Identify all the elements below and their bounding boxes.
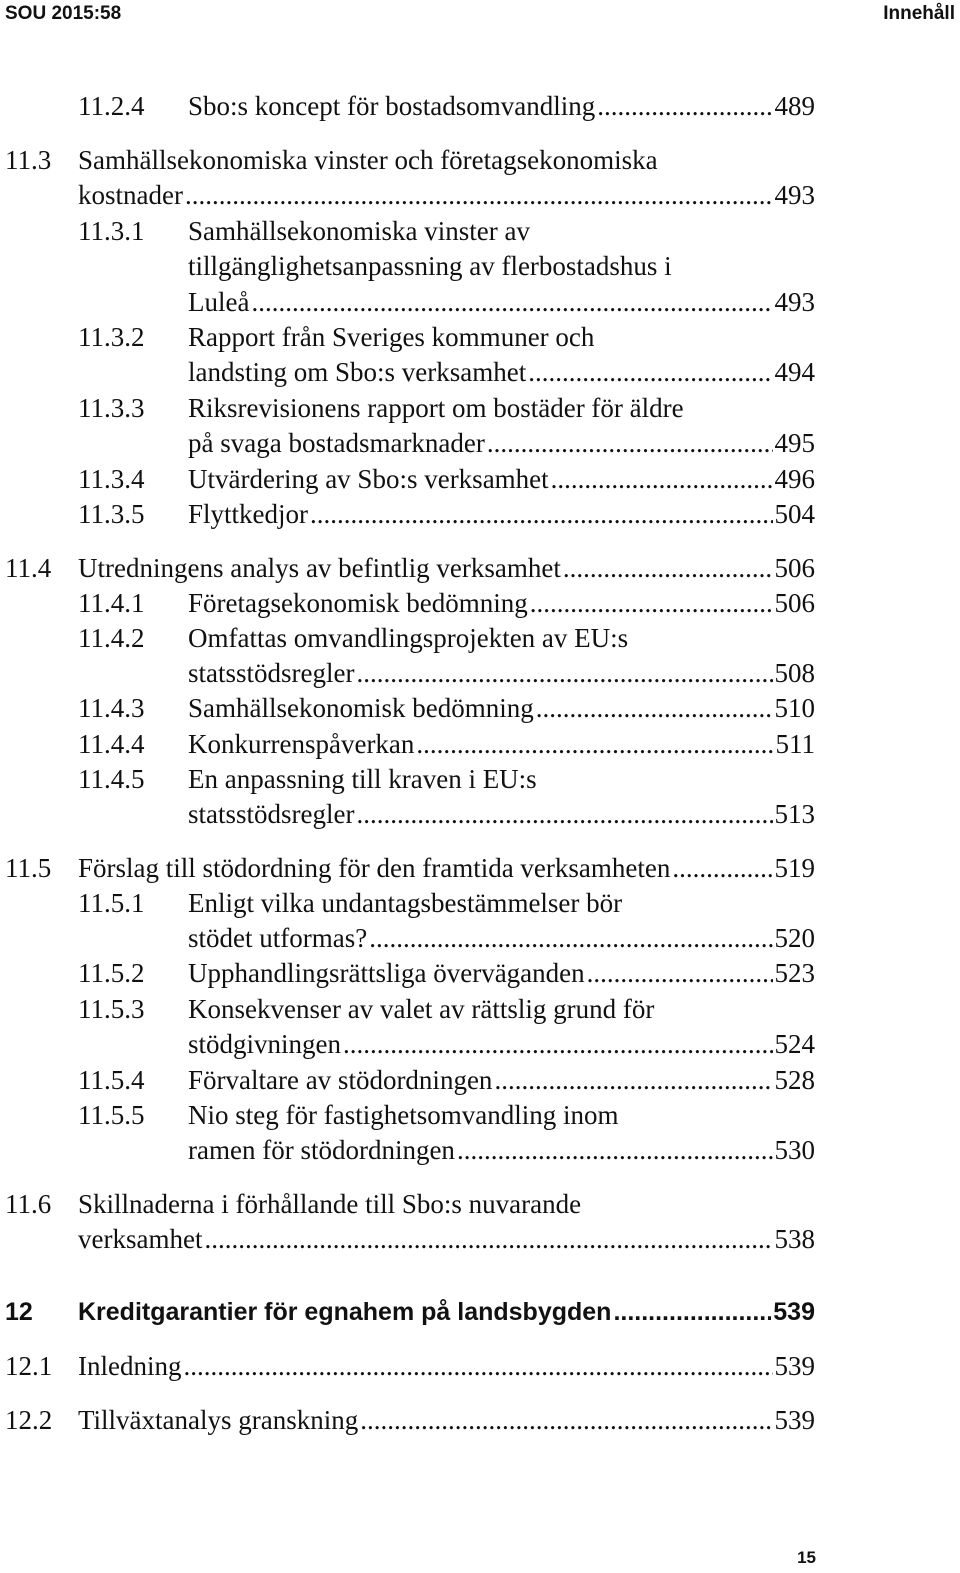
- toc-entry-title-wrap: [78, 142, 815, 178]
- toc-entry-link: [188, 955, 815, 991]
- toc-entry-line[interactable]: [78, 1402, 815, 1438]
- toc-page-number: 511: [775, 729, 815, 759]
- toc-leader-dots: [536, 690, 773, 726]
- toc-leader-dots: [613, 1294, 771, 1330]
- toc-entry-line[interactable]: [78, 850, 815, 886]
- toc-entry-line[interactable]: [78, 1186, 815, 1222]
- toc-number: 11.4.5: [78, 764, 145, 794]
- toc-number: 11.5.3: [78, 994, 145, 1024]
- toc-entry-line[interactable]: [188, 955, 815, 991]
- toc-title: Samhällsekonomisk bedömning: [188, 693, 534, 723]
- toc-entry-link: [188, 461, 815, 497]
- toc-entry-line[interactable]: [188, 248, 815, 284]
- toc-title: Konsekvenser av valet av rättslig grund för: [188, 994, 655, 1024]
- toc-title: Flyttkedjor: [188, 499, 308, 529]
- toc-entry-line[interactable]: [188, 213, 815, 249]
- toc-page-number: 530: [774, 1135, 815, 1166]
- toc-entry-link: [78, 1348, 815, 1384]
- toc-leader-dots: [551, 461, 773, 497]
- toc-entry-number: [78, 620, 188, 656]
- toc-title: stödgivningen: [188, 1029, 341, 1060]
- toc-page-number: 523: [774, 958, 815, 988]
- toc-entry-line[interactable]: [188, 991, 815, 1027]
- toc-leader-dots: [310, 496, 773, 532]
- toc-number: 11.5.2: [78, 958, 145, 988]
- toc-entry-line[interactable]: [188, 496, 815, 532]
- toc-page-number: 528: [774, 1065, 815, 1095]
- toc-title: Konkurrenspåverkan: [188, 729, 415, 759]
- toc-entry-number: [5, 1186, 78, 1222]
- toc-title: verksamhet: [78, 1224, 203, 1255]
- toc-entry-line[interactable]: [188, 1062, 815, 1098]
- toc-leader-dots: [457, 1132, 773, 1168]
- toc-entry-link: [78, 1402, 815, 1438]
- toc-entry-link: [78, 177, 815, 213]
- toc-title: Förslag till stödordning för den framtida verksamheten: [78, 853, 671, 883]
- toc-title: Inledning: [78, 1351, 182, 1381]
- toc-title: Enligt vilka undantagsbestämmelser bör: [188, 888, 623, 918]
- toc-entry-number: [78, 390, 188, 426]
- toc-entry-title-wrap: [78, 1186, 815, 1222]
- toc-entry-number: [78, 885, 188, 921]
- toc-page-number: 539: [774, 1351, 815, 1381]
- toc-entry-link: [188, 1026, 815, 1062]
- toc-page-number: 506: [774, 553, 815, 583]
- toc-leader-dots: [356, 655, 772, 691]
- toc-leader-dots: [563, 550, 773, 586]
- running-header-report-id: SOU 2015:58: [5, 3, 122, 24]
- toc-title: kostnader: [78, 180, 183, 211]
- toc-leader-dots: [487, 425, 773, 461]
- toc-leader-dots: [528, 354, 772, 390]
- toc-page-number: 494: [774, 357, 815, 388]
- toc-leader-dots: [356, 796, 772, 832]
- toc-entry-title-wrap: [188, 620, 815, 656]
- toc-leader-dots: [251, 284, 772, 320]
- page-number: 15: [797, 1548, 816, 1567]
- toc-entry-number: [5, 1348, 78, 1384]
- toc-number: 12.1: [5, 1351, 53, 1381]
- toc-leader-dots: [369, 920, 772, 956]
- toc-page-number: 510: [774, 693, 815, 723]
- toc-entry-number: [78, 319, 188, 355]
- toc-entry-line[interactable]: [188, 920, 815, 956]
- toc-entry-line[interactable]: [188, 726, 815, 762]
- toc-title: Utredningens analys av befintlig verksamhet: [78, 553, 561, 583]
- toc-page-number: 539: [773, 1298, 815, 1326]
- toc-entry-number: [78, 88, 188, 124]
- toc-entry-link: [188, 425, 815, 461]
- toc-entry-link: [78, 1221, 815, 1257]
- toc-entry-line[interactable]: [188, 585, 815, 621]
- toc-entry-number: [78, 213, 188, 249]
- toc-number: 11.4.1: [78, 588, 145, 618]
- toc-entry-link: [188, 690, 815, 726]
- toc-leader-dots: [416, 726, 773, 762]
- toc-title: Utvärdering av Sbo:s verksamhet: [188, 464, 549, 494]
- toc-entry-title-wrap: [188, 991, 815, 1027]
- toc-entry-number: [78, 955, 188, 991]
- toc-title: En anpassning till kraven i EU:s: [188, 764, 537, 794]
- toc-leader-dots: [204, 1221, 772, 1257]
- toc-entry-line[interactable]: [188, 690, 815, 726]
- toc-entry-line[interactable]: [188, 1132, 815, 1168]
- toc-entry-line[interactable]: [188, 796, 815, 832]
- toc-entry-number: [5, 850, 78, 886]
- toc-title: Upphandlingsrättsliga överväganden: [188, 958, 585, 988]
- toc-entry-number: [78, 991, 188, 1027]
- toc-entry-title-wrap: [188, 213, 815, 249]
- toc-number: 11.4.2: [78, 623, 145, 653]
- toc-leader-dots: [530, 585, 773, 621]
- toc-title: Företagsekonomisk bedömning: [188, 588, 528, 618]
- toc-page-number: 493: [774, 286, 815, 317]
- toc-title: statsstödsregler: [188, 799, 355, 830]
- toc-entry-number: [5, 142, 78, 178]
- toc-entry-line[interactable]: [188, 1097, 815, 1133]
- toc-title: stödet utformas?: [188, 923, 368, 954]
- toc-title: Tillväxtanalys granskning: [78, 1405, 359, 1435]
- toc-entry-link: [188, 354, 815, 390]
- running-header-section: Innehåll: [883, 3, 955, 24]
- toc-page-number: 496: [774, 464, 815, 494]
- toc-entry-line[interactable]: [78, 142, 815, 178]
- toc-entry-number: [78, 761, 188, 797]
- toc-title: landsting om Sbo:s verksamhet: [188, 357, 527, 388]
- toc-title: Omfattas omvandlingsprojekten av EU:s: [188, 623, 629, 653]
- toc-number: 12.2: [5, 1405, 53, 1435]
- toc-entry-number: [78, 690, 188, 726]
- toc-entry-title-wrap: [188, 319, 815, 355]
- toc-page-number: 506: [774, 588, 815, 618]
- toc-page-number: 519: [774, 853, 815, 883]
- toc-entry-number: [78, 585, 188, 621]
- toc-entry-title-wrap: [188, 1097, 815, 1133]
- toc-number: 11.4.4: [78, 729, 145, 759]
- toc-leader-dots: [183, 1348, 772, 1384]
- toc-entry-link: [188, 726, 815, 762]
- toc-leader-dots: [494, 1062, 772, 1098]
- toc-title: Sbo:s koncept för bostadsomvandling: [188, 91, 596, 121]
- toc-entry-number: [78, 1097, 188, 1133]
- toc-title: Samhällsekonomiska vinster av: [188, 216, 530, 246]
- toc-page-number: 524: [774, 1029, 815, 1060]
- toc-entry-line[interactable]: [188, 284, 815, 320]
- toc-title: Riksrevisionens rapport om bostäder för äldre: [188, 393, 684, 423]
- toc-entry-line[interactable]: [188, 425, 815, 461]
- toc-number: 11.3.3: [78, 393, 145, 423]
- toc-number: 11.5.4: [78, 1065, 145, 1095]
- toc-entry-number: [78, 726, 188, 762]
- toc-entry-title-wrap: [188, 761, 815, 797]
- toc-entry-line[interactable]: [78, 177, 815, 213]
- toc-number: 11.3.5: [78, 499, 145, 529]
- toc-entry-line[interactable]: [188, 390, 815, 426]
- toc-entry-link: [188, 920, 815, 956]
- toc-entry-title-wrap: [188, 885, 815, 921]
- toc-entry-line[interactable]: [188, 1026, 815, 1062]
- toc-number: 11.2.4: [78, 91, 145, 121]
- toc-entry-line[interactable]: [188, 319, 815, 355]
- toc-entry-link: [188, 1132, 815, 1168]
- toc-entry-line[interactable]: [188, 88, 815, 124]
- toc-entry-line[interactable]: [188, 354, 815, 390]
- toc-page-number: 508: [774, 658, 815, 689]
- toc-page-number: 493: [774, 180, 815, 211]
- toc-page-number: 489: [774, 91, 815, 121]
- toc-entry-link: [188, 585, 815, 621]
- toc-leader-dots: [185, 177, 773, 213]
- toc-leader-dots: [597, 88, 772, 124]
- toc-entry-link: [78, 550, 815, 586]
- toc-entry-number: [5, 1294, 78, 1330]
- toc-page-number: 495: [774, 428, 815, 459]
- toc-number: 11.3.4: [78, 464, 145, 494]
- toc-title: på svaga bostadsmarknader: [188, 428, 485, 459]
- toc-number: 11.5.1: [78, 888, 145, 918]
- toc-entry-line[interactable]: [188, 761, 815, 797]
- toc-entry-line[interactable]: [78, 1294, 815, 1330]
- toc-title: Skillnaderna i förhållande till Sbo:s nuvarande: [78, 1189, 582, 1219]
- toc-page-number: 539: [774, 1405, 815, 1435]
- toc-number: 11.4.3: [78, 693, 145, 723]
- toc-entry-number: [5, 1402, 78, 1438]
- toc-leader-dots: [343, 1026, 773, 1062]
- toc-number: 11.3: [5, 145, 52, 175]
- toc-title: Luleå: [188, 286, 250, 317]
- toc-number: 11.4: [5, 553, 52, 583]
- toc-entry-line[interactable]: [78, 1348, 815, 1384]
- toc-entry-number: [78, 1062, 188, 1098]
- toc-leader-dots: [672, 850, 772, 886]
- toc-number: 11.3.1: [78, 216, 145, 246]
- toc-entry-line[interactable]: [188, 461, 815, 497]
- toc-leader-dots: [587, 955, 773, 991]
- toc-number: 12: [5, 1298, 33, 1326]
- toc-title: ramen för stödordningen: [188, 1135, 455, 1166]
- toc-entry-link: [188, 796, 815, 832]
- toc-page-number: 538: [774, 1224, 815, 1255]
- toc-entry-number: [78, 496, 188, 532]
- toc-entry-line[interactable]: [78, 550, 815, 586]
- toc-entry-link: [188, 284, 815, 320]
- toc-title: Kreditgarantier för egnahem på landsbygden: [78, 1298, 612, 1326]
- toc-page-number: 513: [774, 799, 815, 830]
- toc-page-number: 520: [774, 923, 815, 954]
- toc-leader-dots: [360, 1402, 772, 1438]
- toc-number: 11.3.2: [78, 322, 145, 352]
- toc-entry-link: [188, 1062, 815, 1098]
- toc-title: statsstödsregler: [188, 658, 355, 689]
- toc-entry-link: [78, 850, 815, 886]
- toc-entry-link: [78, 1294, 815, 1330]
- toc-title: tillgänglighetsanpassning av flerbostadshus i: [188, 251, 672, 282]
- toc-title: Samhällsekonomiska vinster och företagsekonomiska: [78, 145, 658, 175]
- toc-entry-title-wrap: [188, 248, 815, 284]
- toc-entry-line[interactable]: [78, 1221, 815, 1257]
- toc-number: 11.5: [5, 853, 52, 883]
- toc-entry-title-wrap: [188, 390, 815, 426]
- toc-title: Nio steg för fastighetsomvandling inom: [188, 1100, 619, 1130]
- toc-entry-link: [188, 88, 815, 124]
- toc-number: 11.5.5: [78, 1100, 145, 1130]
- toc-number: 11.6: [5, 1189, 52, 1219]
- toc-entry-link: [188, 496, 815, 532]
- toc-entry-number: [78, 461, 188, 497]
- toc-entry-line[interactable]: [188, 655, 815, 691]
- toc-title: Rapport från Sveriges kommuner och: [188, 322, 595, 352]
- toc-entry-number: [5, 550, 78, 586]
- toc-title: Förvaltare av stödordningen: [188, 1065, 493, 1095]
- toc-entry-link: [188, 655, 815, 691]
- toc-entry-line[interactable]: [188, 885, 815, 921]
- toc-page-number: 504: [774, 499, 815, 529]
- toc-entry-line[interactable]: [188, 620, 815, 656]
